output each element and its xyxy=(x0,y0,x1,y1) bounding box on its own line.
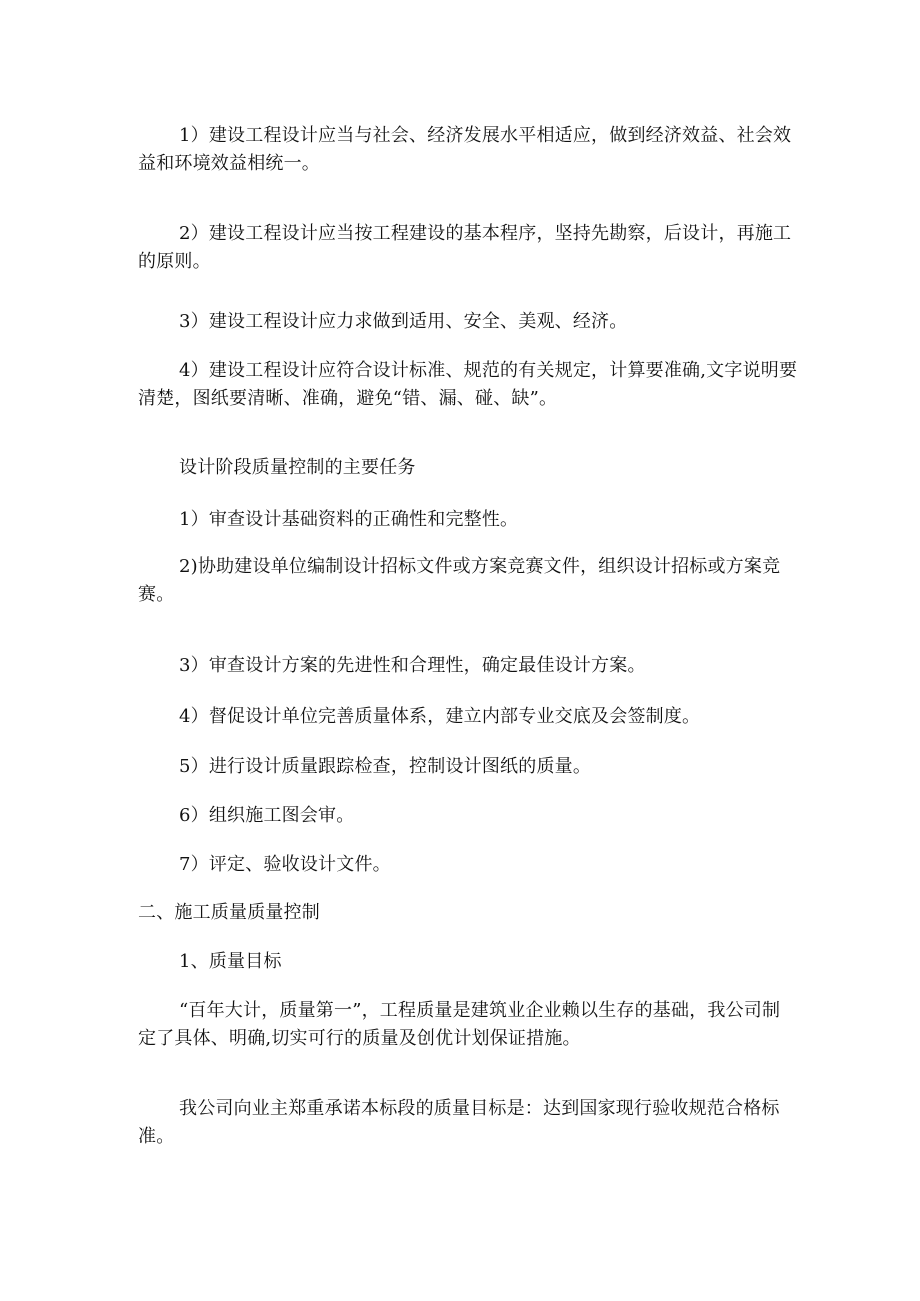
paragraph-design-task-2: 2)协助建设单位编制设计招标文件或方案竞赛文件，组织设计招标或方案竞赛。 xyxy=(138,556,781,605)
section-heading-design-tasks: 设计阶段质量控制的主要任务 xyxy=(179,457,416,478)
paragraph-design-task-1: 1）审查设计基础资料的正确性和完整性。 xyxy=(179,509,519,530)
paragraph-design-principle-4: 4）建设工程设计应符合设计标准、规范的有关规定，计算要准确,文字说明要清楚，图纸要清晰、准确，避免“错、漏、碰、缺”。 xyxy=(138,360,798,409)
paragraph-design-principle-2: 2）建设工程设计应当按工程建设的基本程序，坚持先勘察，后设计，再施工的原则。 xyxy=(138,223,792,272)
section-heading-construction-quality: 二、施工质量质量控制 xyxy=(138,902,320,923)
subsection-heading-quality-goal: 1、质量目标 xyxy=(179,951,282,972)
paragraph-design-task-6: 6）组织施工图会审。 xyxy=(179,805,355,826)
paragraph-quality-motto: “百年大计，质量第一”，工程质量是建筑业企业赖以生存的基础，我公司制定了具体、明确,切实可行的质量及创优计划保证措施。 xyxy=(138,1000,781,1049)
paragraph-design-task-4: 4）督促设计单位完善质量体系，建立内部专业交底及会签制度。 xyxy=(179,706,701,727)
paragraph-design-task-3: 3）审查设计方案的先进性和合理性，确定最佳设计方案。 xyxy=(179,655,646,676)
paragraph-design-task-5: 5）进行设计质量跟踪检查，控制设计图纸的质量。 xyxy=(179,756,592,777)
paragraph-design-principle-1: 1）建设工程设计应当与社会、经济发展水平相适应，做到经济效益、社会效益和环境效益相统一。 xyxy=(138,125,792,174)
paragraph-design-task-7: 7）评定、验收设计文件。 xyxy=(179,854,391,875)
paragraph-design-principle-3: 3）建设工程设计应力求做到适用、安全、美观、经济。 xyxy=(179,311,628,332)
paragraph-quality-commitment: 我公司向业主郑重承诺本标段的质量目标是：达到国家现行验收规范合格标准。 xyxy=(138,1098,780,1147)
